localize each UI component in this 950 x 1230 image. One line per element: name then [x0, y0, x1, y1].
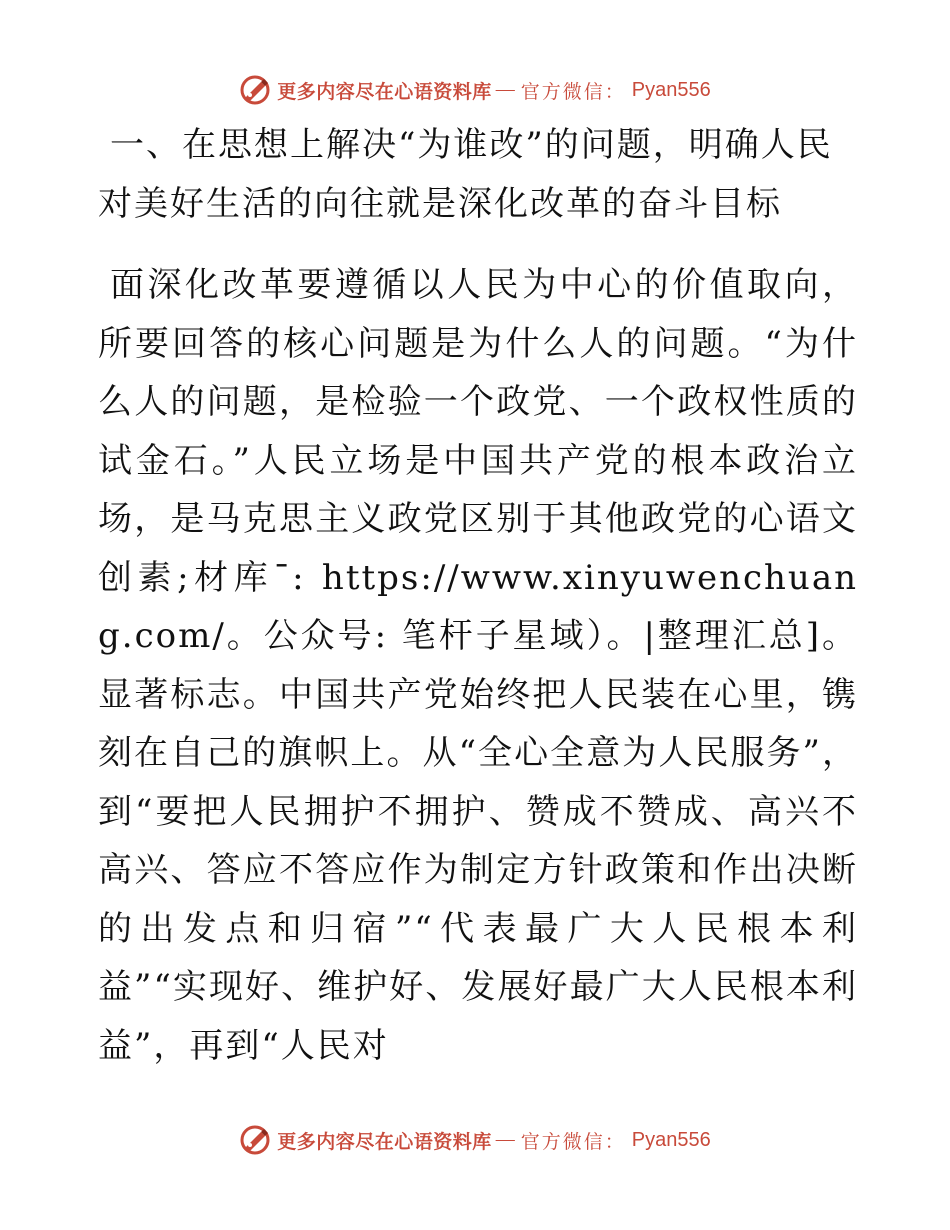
- section-heading: 一、在思想上解决“为谁改”的问题，明确人民对美好生活的向往就是深化改革的奋斗目标: [98, 125, 833, 224]
- banner-site-text: 更多内容尽在心语资料库: [277, 1130, 492, 1153]
- banner-separator: —: [495, 79, 515, 100]
- pen-logo-icon: [239, 74, 271, 106]
- banner-wechat-id: Pyan556: [631, 78, 711, 101]
- body-paragraph: 面深化改革要遵循以人民为中心的价值取向，所要回答的核心问题是为什么人的问题。“为什么人的问题，是检验一个政党、一个政权性质的试金石。”人民立场是中国共产党的根本政治立场，是马克思主义政党区别于其他政党的心语文创素;材库¯: https://www.xinyuwenchuang.com/。公众号: 笔杆子星域）。|整理汇总]。显著标志。中国共产党始终把人民装在心里，镌刻在自己的旗帜上。从“全心全意为人民服务”，到“要把人民拥护不拥护、赞成不赞成、高兴不高兴、答应不答应作为制定方针政策和作出决断的出发点和归宿”“代表最广大人民根本利益”“实现好、维护好、发展好最广大人民根本利益”，再到“人民对: [98, 265, 858, 1066]
- banner-site-text: 更多内容尽在心语资料库: [277, 80, 492, 103]
- banner-wechat-id: Pyan556: [631, 1128, 711, 1151]
- banner-wechat-label: 官方微信：: [520, 80, 626, 103]
- pen-logo-icon: [239, 1124, 271, 1156]
- banner-separator: —: [495, 1129, 515, 1150]
- header-banner: [0, 70, 950, 110]
- banner-wechat-label: 官方微信：: [520, 1130, 626, 1153]
- document-body: [98, 116, 858, 1075]
- footer-banner: [0, 1120, 950, 1160]
